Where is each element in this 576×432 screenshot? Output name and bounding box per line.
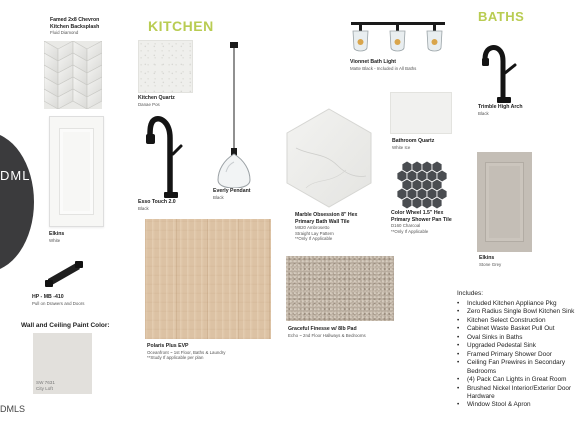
cabinet-pull-image xyxy=(42,259,86,289)
bath-faucet-label xyxy=(478,104,538,116)
evp-flooring-swatch xyxy=(145,219,271,339)
carpet-name: Graceful Finesse w/ 8lb Pad xyxy=(288,326,357,332)
pan-tile-note: **Only If Applicable xyxy=(391,228,429,234)
bottom-watermark: DMLS xyxy=(0,404,26,414)
chevron-backsplash-swatch xyxy=(44,41,102,109)
carpet-detail: Echo ~ 2nd Floor Hallways & Bedrooms xyxy=(288,332,366,338)
pan-tile-label xyxy=(391,210,461,234)
kitchen-heading: KITCHEN xyxy=(148,18,214,34)
kitchen-faucet-detail: Black xyxy=(138,205,149,211)
evp-note: **Study If applicable per plan xyxy=(147,355,204,360)
kitchen-faucet-name: Esso Touch 2.0 xyxy=(138,199,176,205)
pan-tile-detail: D160 Charcoal xyxy=(391,223,421,228)
backsplash-label xyxy=(50,17,110,36)
hex-tile-label xyxy=(295,212,375,242)
side-watermark: DMLS xyxy=(0,168,41,183)
includes-list xyxy=(457,300,575,410)
list-item: • Cabinet Waste Basket Pull Out xyxy=(457,325,575,333)
grey-cabinet-name: Elkins xyxy=(479,255,495,261)
pendant-label xyxy=(213,188,273,200)
hex-tile-note: Straight Lay Pattern xyxy=(295,230,334,236)
grey-cabinet-label xyxy=(479,255,539,267)
paint-code: SW 7631 xyxy=(36,380,55,385)
bath-light-detail: Matte Black - Included in All Baths xyxy=(350,65,417,71)
bath-faucet-detail: Black xyxy=(478,110,489,116)
backsplash-name: Famed 2x8 Chevron Kitchen Backsplash xyxy=(50,17,100,30)
brand-circle-graphic xyxy=(0,132,34,272)
hex-wall-tile-swatch xyxy=(286,108,372,208)
hex-tile-detail: M820 Ambrosetto xyxy=(295,225,330,230)
list-item: • (4) Pack Can Lights in Great Room xyxy=(457,376,575,384)
grey-cabinet-detail: Stone Grey xyxy=(479,261,502,267)
bath-light-image xyxy=(349,18,447,54)
bath-light-name: Vionnet Bath Light xyxy=(350,59,397,65)
white-cabinet-name: Elkins xyxy=(49,231,65,237)
pendant-name: Everly Pendant xyxy=(213,188,251,194)
cabinet-pull-detail: Pull on Drawers and Doors xyxy=(32,300,85,306)
paint-title: Wall and Ceiling Paint Color: xyxy=(21,322,110,329)
pan-tile-name: Color Wheel 1.5" Hex Primary Shower Pan Tile xyxy=(391,210,452,223)
bath-quartz-label xyxy=(392,138,452,150)
includes-title: Includes: xyxy=(457,290,484,297)
cabinet-panel xyxy=(59,128,94,215)
list-item: • Upgraded Pedestal Sink xyxy=(457,342,575,350)
grey-cabinet-panel xyxy=(485,162,524,242)
kitchen-quartz-detail: Danae Pos xyxy=(138,101,160,107)
kitchen-quartz-name: Kitchen Quartz xyxy=(138,95,175,101)
list-item: • Zero Radius Single Bowl Kitchen Sink xyxy=(457,308,575,316)
white-cabinet-label xyxy=(49,231,109,243)
list-item: • Window Stool & Apron xyxy=(457,401,575,409)
grey-cabinet-door-swatch xyxy=(477,152,532,252)
kitchen-quartz-label xyxy=(138,95,198,107)
kitchen-faucet-label xyxy=(138,199,198,211)
pendant-light-image xyxy=(214,42,254,188)
baths-heading: BATHS xyxy=(478,9,525,24)
bath-quartz-detail: White Ice xyxy=(392,144,411,150)
paint-name: City Loft xyxy=(36,386,53,391)
list-item: • Included Kitchen Appliance Pkg xyxy=(457,300,575,308)
white-cabinet-detail: White xyxy=(49,237,61,243)
hex-tile-name: Marble Obsession 8" Hex Primary Bath Wall Tile xyxy=(295,212,358,225)
list-item: • Ceiling Fan Prewires in Secondary Bedrooms xyxy=(457,359,575,376)
list-item: • Kitchen Select Construction xyxy=(457,317,575,325)
evp-label xyxy=(147,343,227,361)
bath-light-label xyxy=(350,59,440,71)
backsplash-detail: Fluid Diamond xyxy=(50,30,79,35)
list-item: • Brushed Nickel Interior/Exterior Door Hardware xyxy=(457,385,575,402)
bath-quartz-swatch xyxy=(390,92,452,134)
cabinet-pull-name: HP - MB -410 xyxy=(32,294,64,300)
carpet-label xyxy=(288,326,388,338)
hex-shower-pan-tile-swatch xyxy=(393,159,449,209)
hex-tile-note2: **Only If Applicable xyxy=(295,236,333,241)
pendant-detail: Black xyxy=(213,194,224,200)
bath-faucet-name: Trimble High Arch xyxy=(478,104,523,110)
kitchen-faucet-image xyxy=(144,114,184,198)
list-item: • Oval Sinks in Baths xyxy=(457,334,575,342)
list-item: • Framed Primary Shower Door xyxy=(457,351,575,359)
evp-name: Polaris Plus EVP xyxy=(147,343,189,349)
bath-faucet-image xyxy=(481,43,521,103)
kitchen-quartz-swatch xyxy=(138,40,193,93)
cabinet-pull-label xyxy=(32,294,102,306)
white-cabinet-door-swatch xyxy=(49,116,104,227)
carpet-swatch xyxy=(286,256,394,321)
bath-quartz-name: Bathroom Quartz xyxy=(392,138,435,144)
evp-detail: Oceanfront ~ 1st Floor, Baths & Laundry xyxy=(147,349,226,355)
